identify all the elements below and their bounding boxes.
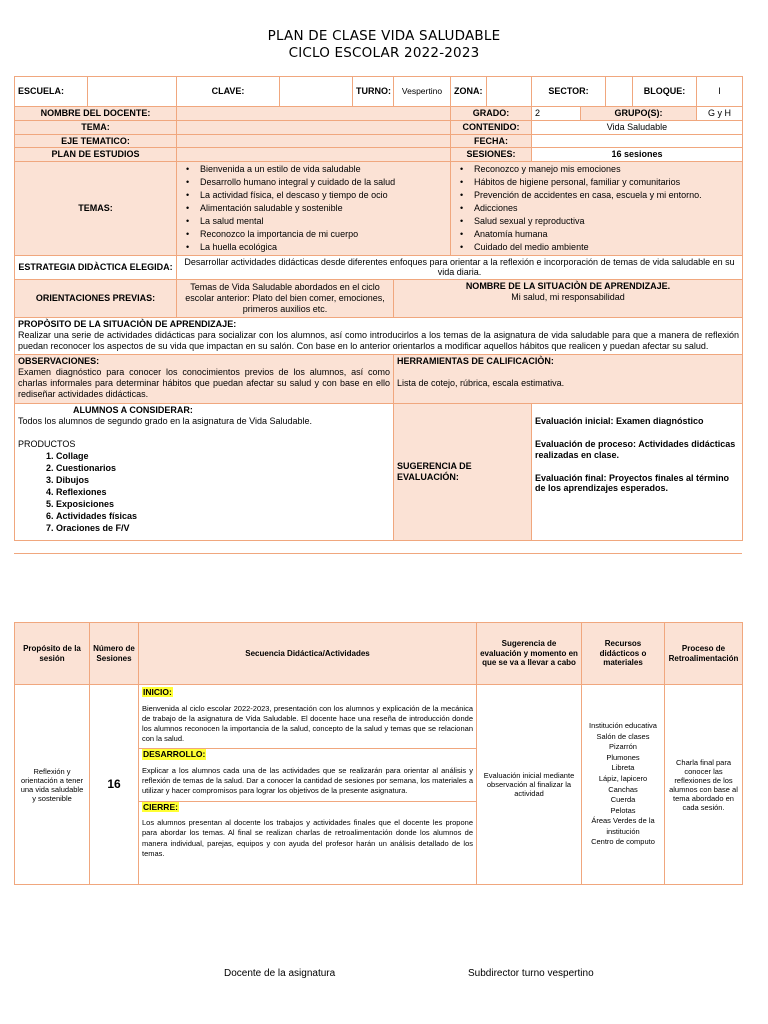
proposito-cell xyxy=(15,318,743,355)
plan-value xyxy=(177,148,451,162)
turno-value: Vespertino xyxy=(394,77,451,107)
sugerencia-label: SUGERENCIA DE EVALUACIÓN: xyxy=(394,404,532,541)
temas-left-list xyxy=(180,163,447,253)
recurso-item: Áreas Verdes de la institución xyxy=(591,816,655,836)
col-secuencia-header: Secuencia Didáctica/Actividades xyxy=(139,623,477,685)
section-divider xyxy=(14,553,742,554)
tema-item: • La huella ecológica xyxy=(180,241,447,254)
recurso-item: Cuerda xyxy=(610,795,636,805)
recurso-item: Institución educativa xyxy=(589,720,657,730)
grado-label: GRADO: xyxy=(451,107,532,121)
tema-item: • Salud sexual y reproductiva xyxy=(454,215,739,228)
recurso-item: Libreta xyxy=(611,763,635,773)
orientaciones-value: Temas de Vida Saludable abordados en el ciclo escolar anterior: Plato del bien comer, emociones, primeros auxilios etc. xyxy=(177,280,394,318)
bloque-value: I xyxy=(697,77,743,107)
recurso-item: Pelotas xyxy=(610,805,636,815)
plan-table xyxy=(14,76,743,541)
herramientas-label: HERRAMIENTAS DE CALIFICACIÒN: xyxy=(397,356,554,367)
tema-item: • Adicciones xyxy=(454,202,739,215)
fecha-value xyxy=(532,134,743,148)
tema-value xyxy=(177,120,451,134)
contenido-value: Vida Saludable xyxy=(532,120,743,134)
clave-label: CLAVE: xyxy=(177,77,280,107)
proposito-label: PROPÒSITO DE LA SITUACIÒN DE APRENDIZAJE: xyxy=(18,319,237,330)
seq-inicio-block xyxy=(139,685,476,749)
tema-item: • Prevención de accidentes en casa, escuela y mi entorno. xyxy=(454,189,739,202)
recurso-item: Lápiz, lapicero xyxy=(598,773,648,783)
sesiones-label: SESIONES: xyxy=(451,148,532,162)
sequence-table xyxy=(14,622,743,885)
alumnos-value: Todos los alumnos de segundo grado en la asignatura de Vida Saludable. xyxy=(18,415,313,426)
tema-item: • Bienvenida a un estilo de vida saludable xyxy=(180,163,447,176)
herramientas-value: Lista de cotejo, rúbrica, escala estimativa. xyxy=(397,377,565,388)
document-subtitle: CICLO ESCOLAR 2022-2023 xyxy=(288,45,480,61)
temas-left xyxy=(177,162,451,255)
observaciones-cell xyxy=(15,355,394,404)
seq-proposito: Reflexión y orientación a tener una vida saludable y sostenible xyxy=(15,685,90,885)
orientaciones-label: ORIENTACIONES PREVIAS: xyxy=(15,280,177,318)
producto-item: 3. Dibujos xyxy=(56,474,390,486)
situacion-label: NOMBRE DE LA SITUACIÒN DE APRENDIZAJE. xyxy=(465,281,671,292)
situacion-cell xyxy=(394,280,743,318)
turno-label: TURNO: xyxy=(353,77,394,107)
desarrollo-text: Explicar a los alumnos cada una de las actividades que se realizarán para orientar al análisis y reflexión de temas de la salud. Dar a conocer la cantidad de sesiones por semana, los materiales a utilizar y hacer compromisos para lograr los objetivos de la presente asignatura. xyxy=(142,766,473,796)
eje-value xyxy=(177,134,451,148)
zona-label: ZONA: xyxy=(451,77,487,107)
firma-docente: Docente de la asignatura xyxy=(224,968,336,979)
plan-label: PLAN DE ESTUDIOS xyxy=(15,148,177,162)
docente-value xyxy=(177,107,451,121)
alumnos-label: ALUMNOS A CONSIDERAR: xyxy=(73,405,193,416)
tema-item: • La actividad física, el descaso y tiempo de ocio xyxy=(180,189,447,202)
recurso-item: Canchas xyxy=(608,784,638,794)
tema-item: • Desarrollo humano integral y cuidado de la salud xyxy=(180,176,447,189)
tema-item: • Hábitos de higiene personal, familiar y comunitarios xyxy=(454,176,739,189)
tema-item: • Cuidado del medio ambiente xyxy=(454,241,739,254)
bloque-label: BLOQUE: xyxy=(633,77,697,107)
document-title: PLAN DE CLASE VIDA SALUDABLE xyxy=(267,28,501,44)
grupo-value: G y H xyxy=(697,107,743,121)
col-proposito-header: Propósito de la sesión xyxy=(15,623,90,685)
sugerencia-cell xyxy=(532,404,743,541)
eje-label: EJE TEMATICO: xyxy=(15,134,177,148)
seq-recursos xyxy=(582,685,665,885)
tema-item: • Reconozco y manejo mis emociones xyxy=(454,163,739,176)
contenido-label: CONTENIDO: xyxy=(451,120,532,134)
firma-subdirector: Subdirector turno vespertino xyxy=(468,968,594,979)
estrategia-label: ESTRATEGIA DIDÀCTICA ELEGIDA: xyxy=(15,255,177,280)
sector-label: SECTOR: xyxy=(532,77,606,107)
herramientas-cell xyxy=(394,355,743,404)
inicio-text: Bienvenida al ciclo escolar 2022-2023, presentación con los alumnos y explicación de la mecánica de trabajo de la asignatura de Vida Saludable. El docente hace una reseña de introducción donde los alumnos reconocen la importancia de la salud, concepto de la salud y temas que se relacionan con la salud. xyxy=(142,703,473,744)
producto-item: 4. Reflexiones xyxy=(56,486,390,498)
sesiones-value: 16 sesiones xyxy=(532,148,743,162)
inicio-label: INICIO: xyxy=(143,687,172,697)
temas-right xyxy=(451,162,743,255)
recurso-item: Centro de computo xyxy=(591,837,655,847)
producto-item: 2. Cuestionarios xyxy=(56,462,390,474)
producto-item: 6. Actividades físicas xyxy=(56,510,390,522)
situacion-value: Mi salud, mi responsabilidad xyxy=(511,291,625,302)
sector-value xyxy=(606,77,633,107)
recursos-list xyxy=(585,721,661,848)
seq-cierre-block xyxy=(139,802,476,861)
producto-item: 7. Oraciones de F/V xyxy=(56,522,390,534)
tema-item: • La salud mental xyxy=(180,215,447,228)
estrategia-value: Desarrollar actividades didácticas desde diferentes enfoques para orientar a la reflexión e incorporación de temas de vida saludable en su vida diaria. xyxy=(177,255,743,280)
recurso-item: Salón de clases xyxy=(596,731,650,741)
seq-sugerencia: Evaluación inicial mediante observación al finalizar la actividad xyxy=(477,685,582,885)
cierre-label: CIERRE: xyxy=(143,801,178,812)
seq-desarrollo-block xyxy=(139,749,476,801)
proposito-value: Realizar una serie de actividades didácticas para socializar con los alumnos, así como introducirlos a los temas de la asignatura de vida saludable para que a manera de reflexión puedan reconocer los aspectos de su vida que impactan en su salón. Con base en lo anterior orientarlos a modificar aquellos hábitos que realicen y puedan afectar su salud. xyxy=(18,329,739,351)
escuela-value xyxy=(88,77,177,107)
fecha-label: FECHA: xyxy=(451,134,532,148)
sugerencia-final: Evaluación final: Proyectos finales al término de los aprendizajes esperados. xyxy=(535,472,730,494)
grupo-label: GRUPO(S): xyxy=(581,107,697,121)
cierre-text: Los alumnos presentan al docente los trabajos y actividades finales que el docente les propone para abordar los temas. Al final se realizan charlas de retroalimentación donde los alumnos de manera individual, parejas, equipos y con ayuda del profesor harán un análisis detallado de los temas. xyxy=(142,818,473,858)
seq-actividades xyxy=(139,685,477,885)
seq-numero: 16 xyxy=(90,685,139,885)
desarrollo-label: DESARROLLO: xyxy=(143,749,206,760)
grado-value: 2 xyxy=(532,107,581,121)
sugerencia-proceso: Evaluación de proceso: Actividades didácticas realizadas en clase. xyxy=(535,438,736,460)
tema-item: • Reconozco la importancia de mi cuerpo xyxy=(180,228,447,241)
productos-label: PRODUCTOS xyxy=(18,438,76,449)
tema-item: • Anatomía humana xyxy=(454,228,739,241)
alumnos-cell xyxy=(15,404,394,541)
tema-label: TEMA: xyxy=(15,120,177,134)
docente-label: NOMBRE DEL DOCENTE: xyxy=(15,107,177,121)
zona-value xyxy=(487,77,532,107)
temas-right-list xyxy=(454,163,739,253)
productos-list xyxy=(18,450,390,534)
recurso-item: Pizarrón xyxy=(609,742,637,752)
col-proceso-header: Proceso de Retroalimentación xyxy=(665,623,743,685)
producto-item: 1. Collage xyxy=(56,450,390,462)
clave-value xyxy=(280,77,353,107)
tema-item: • Alimentación saludable y sostenible xyxy=(180,202,447,215)
escuela-label: ESCUELA: xyxy=(15,77,88,107)
sugerencia-inicial: Evaluación inicial: Examen diagnóstico xyxy=(535,416,704,427)
producto-item: 5. Exposiciones xyxy=(56,498,390,510)
col-recursos-header: Recursos didácticos o materiales xyxy=(582,623,665,685)
observaciones-label: OBSERVACIONES: xyxy=(18,356,100,367)
col-numero-header: Número de Sesiones xyxy=(90,623,139,685)
recurso-item: Plumones xyxy=(606,752,640,762)
observaciones-value: Examen diagnóstico para conocer los conocimientos previos de los alumnos, así como charlas informales para determinar hábitos que puedan afectar su salud y con base en ello rediseñar actividades didácticas. xyxy=(18,366,390,399)
seq-proceso: Charla final para conocer las reflexiones de los alumnos con base al tema abordado en cada sesión. xyxy=(665,685,743,885)
temas-label: TEMAS: xyxy=(15,162,177,255)
col-sugerencia-header: Sugerencia de evaluación y momento en que se va a llevar a cabo xyxy=(477,623,582,685)
